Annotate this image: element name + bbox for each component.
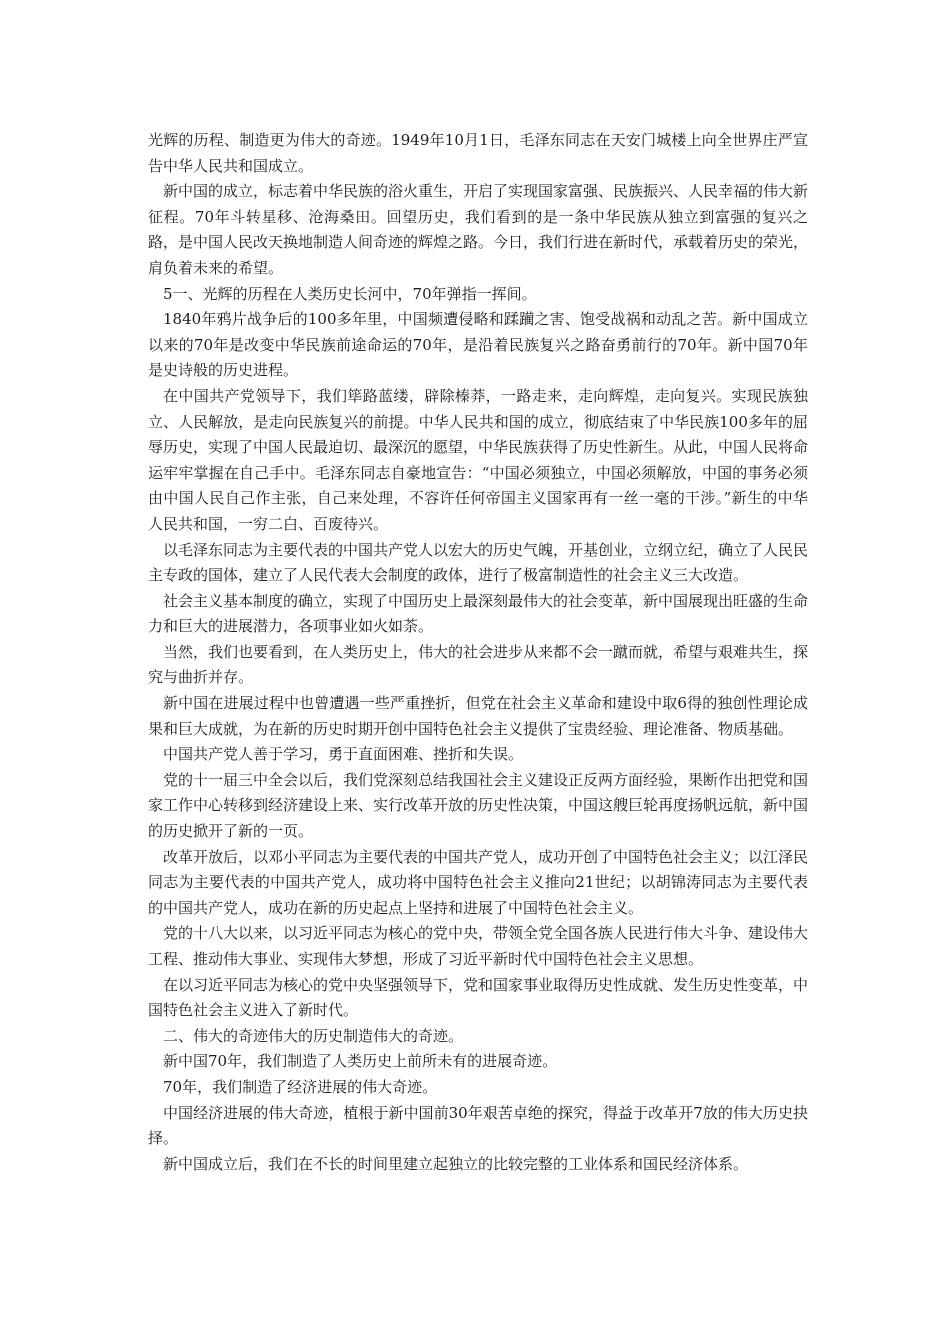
- paragraph-16: 新中国70年，我们制造了人类历史上前所未有的进展奇迹。: [163, 1052, 558, 1071]
- paragraph-2: 新中国的成立，标志着中华民族的浴火重生，开启了实现国家富强、民族振兴、人民幸福的伟大新征程。70年斗转星移、沧海桑田。回望历史，我们看到的是一条中华民族从独立到富强的复兴之路，是中国人民改天换地制造人间奇迹的辉煌之路。今日，我们行进在新时代，承载着历史的荣光，肩负着未来的希望。: [148, 182, 809, 277]
- paragraph-14: 在以习近平同志为核心的党中央坚强领导下，党和国家事业取得历史性成就、发生历史性变革，中国特色社会主义进入了新时代。: [148, 975, 809, 1020]
- paragraph-12: 改革开放后，以邓小平同志为主要代表的中国共产党人，成功开创了中国特色社会主义；以江泽民同志为主要代表的中国共产党人，成功将中国特色社会主义推向21世纪；以胡锦涛同志为主要代表的中国共产党人，成功在新的历史起点上坚持和进展了中国特色社会主义。: [148, 847, 809, 917]
- paragraph-13: 党的十八大以来，以习近平同志为核心的党中央，带领全党全国各族人民进行伟大斗争、建设伟大工程、推动伟大事业、实现伟大梦想，形成了习近平新时代中国特色社会主义思想。: [148, 924, 809, 968]
- paragraph-9: 新中国在进展过程中也曾遭遇一些严重挫折，但党在社会主义革命和建设中取6得的独创性理论成果和巨大成就，为在新的历史时期开创中国特色社会主义提供了宝贵经验、理论准备、物质基础。: [148, 694, 808, 738]
- document-body: [148, 128, 808, 1177]
- section-heading-1: 5一、光辉的历程在人类历史长河中，70年弹指一挥间。: [163, 284, 537, 303]
- paragraph-7: 社会主义基本制度的确立，实现了中国历史上最深刻最伟大的社会变革，新中国展现出旺盛的生命力和巨大的进展潜力，各项事业如火如荼。: [148, 591, 809, 636]
- paragraph-4: 1840年鸦片战争后的100多年里，中国频遭侵略和蹂躏之害、饱受战祸和动乱之苦。新中国成立以来的70年是改变中华民族前途命运的70年，是沿着民族复兴之路奋勇前行的70年。新中国70年是史诗般的历史进程。: [148, 310, 808, 380]
- paragraph-6: 以毛泽东同志为主要代表的中国共产党人以宏大的历史气魄，开基创业，立纲立纪，确立了人民民主专政的国体，建立了人民代表大会制度的政体，进行了极富制造性的社会主义三大改造。: [148, 540, 809, 585]
- paragraph-19: 新中国成立后，我们在不长的时间里建立起独立的比较完整的工业体系和国民经济体系。: [163, 1154, 749, 1173]
- section-heading-2: 二、伟大的奇迹伟大的历史制造伟大的奇迹。: [163, 1026, 464, 1045]
- paragraph-18: 中国经济进展的伟大奇迹，植根于新中国前30年艰苦卓绝的探究，得益于改革开7放的伟大历史抉择。: [148, 1103, 808, 1148]
- paragraph-10: 中国共产党人善于学习，勇于直面困难、挫折和失误。: [163, 745, 524, 764]
- paragraph-8: 当然，我们也要看到，在人类历史上，伟大的社会进步从来都不会一蹴而就，希望与艰难共生，探究与曲折并存。: [148, 642, 809, 687]
- paragraph-5: 在中国共产党领导下，我们筚路蓝缕，辟除榛莽，一路走来，走向辉煌，走向复兴。实现民族独立、人民解放，是走向民族复兴的前提。中华人民共和国的成立，彻底结束了中华民族100多年的屈辱历史，实现了中国人民最迫切、最深沉的愿望，中华民族获得了历史性新生。从此，中国人民将命运牢牢掌握在自己手中。毛泽东同志自豪地宣告：“中国必须独立，中国必须解放，中国的事务必须由中国人民自己作主张，自己来处理，不容许任何帝国主义国家再有一丝一毫的干涉。”新生的中华人民共和国，一穷二白、百废待兴。: [148, 386, 809, 533]
- paragraph-1: 光辉的历程、制造更为伟大的奇迹。1949年10月1日，毛泽东同志在天安门城楼上向全世界庄严宣告中华人民共和国成立。: [148, 131, 808, 175]
- paragraph-17: 70年，我们制造了经济进展的伟大奇迹。: [163, 1077, 438, 1096]
- paragraph-11: 党的十一届三中全会以后，我们党深刻总结我国社会主义建设正反两方面经验，果断作出把党和国家工作中心转移到经济建设上来、实行改革开放的历史性决策，中国这艘巨轮再度扬帆远航，新中国的历史掀开了新的一页。: [148, 770, 809, 841]
